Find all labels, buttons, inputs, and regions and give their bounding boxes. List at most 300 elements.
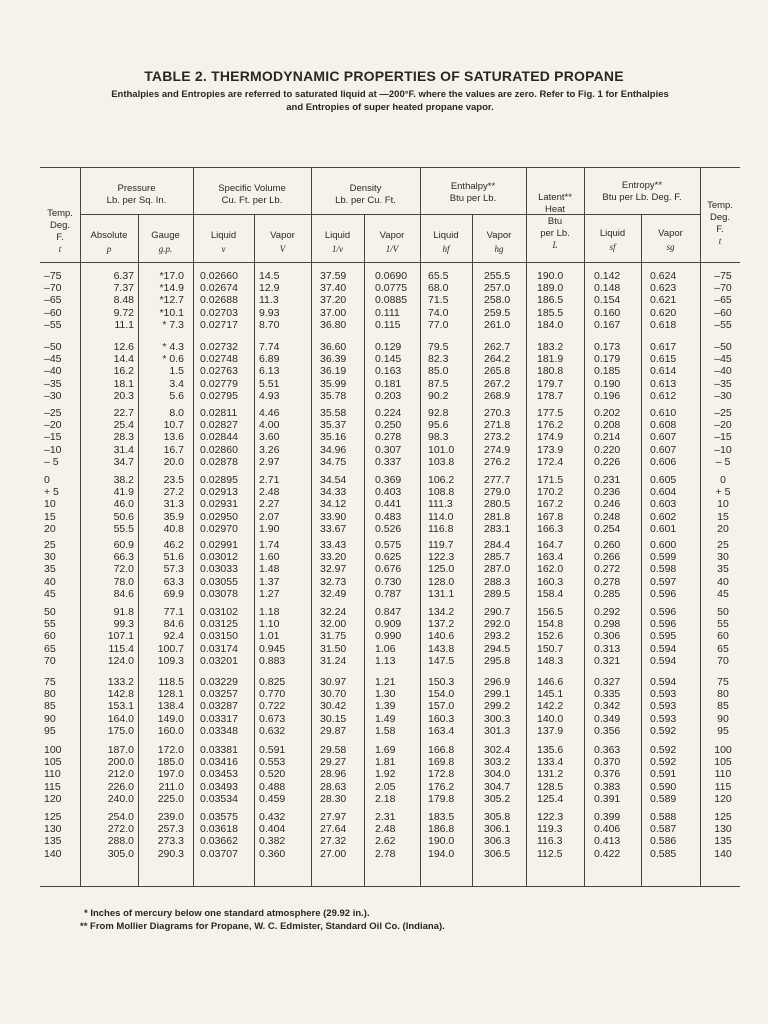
volume-vapor-cell: 0.825 [259, 676, 286, 688]
entropy-liquid-cell: 0.356 [594, 724, 621, 737]
enthalpy-liquid-cell: 186.8 [428, 823, 455, 836]
absolute-header: Absolute [90, 230, 128, 241]
entropy-vapor-cell: 0.623 [650, 282, 677, 295]
table-row [0, 700, 768, 712]
temp-left-header-line: Temp. [47, 208, 73, 219]
temp-left-cell: 10 [44, 498, 56, 511]
density-vapor-cell: 1.69 [375, 744, 396, 756]
entropy-liquid-cell: 0.220 [594, 443, 621, 456]
enthalpy-vapor-symbol: hg [494, 244, 504, 254]
temp-right-symbol: t [718, 236, 722, 246]
enthalpy-vapor-cell: 294.5 [484, 642, 511, 655]
temp-right-cell: –25 [714, 407, 732, 419]
pressure-absolute-cell: 38.2 [113, 474, 134, 486]
latent-heat-cell: 154.8 [537, 618, 564, 631]
temp-left-cell: –75 [44, 270, 62, 282]
temp-left-cell: – 5 [44, 455, 59, 468]
volume-vapor-cell: 0.722 [259, 700, 286, 713]
pressure-gauge-cell: 160.0 [157, 724, 184, 737]
entropy-liquid-cell: 0.422 [594, 847, 621, 860]
enthalpy-liquid-cell: 108.8 [428, 486, 455, 499]
pressure-absolute-cell: 25.4 [113, 419, 134, 432]
footnote-inches-mercury: * Inches of mercury below one standard atmosphere (29.92 in.). [84, 908, 370, 919]
entropy-liquid-cell: 0.292 [594, 606, 621, 618]
volume-liquid-cell: 0.03174 [200, 642, 238, 655]
enthalpy-vapor-cell: 281.8 [484, 510, 511, 523]
latent-heat-cell: 181.9 [537, 353, 564, 366]
enthalpy-liquid-cell: 166.8 [428, 744, 455, 756]
row-group [0, 744, 768, 805]
pressure-absolute-cell: 84.6 [113, 587, 134, 600]
entropy-vapor-cell: 0.621 [650, 294, 677, 307]
specific-volume-header-line: Cu. Ft. per Lb. [221, 195, 283, 206]
volume-vapor-cell: 0.883 [259, 654, 286, 667]
enthalpy-liquid-cell: 98.3 [428, 431, 449, 444]
volume-liquid-cell: 0.03201 [200, 654, 238, 667]
specific-volume-header-line: Specific Volume [218, 183, 286, 194]
pressure-absolute-cell: 212.0 [107, 768, 134, 781]
entropy-liquid-cell: 0.148 [594, 282, 621, 295]
latent-heat-cell: 178.7 [537, 389, 564, 402]
pressure-absolute-cell: 200.0 [107, 756, 134, 769]
pressure-absolute-cell: 14.4 [113, 353, 134, 366]
table-row [0, 511, 768, 523]
latent-heat-cell: 177.5 [537, 407, 564, 419]
volume-vapor-cell: 6.89 [259, 353, 280, 366]
enthalpy-vapor-cell: 306.5 [484, 847, 511, 860]
table-row [0, 319, 768, 331]
volume-vapor-cell: 0.673 [259, 712, 286, 725]
enthalpy-vapor-header: Vapor [486, 230, 512, 241]
entropy-liquid-cell: 0.266 [594, 551, 621, 564]
temp-left-header-line: Deg. [49, 220, 71, 231]
entropy-liquid-cell: 0.190 [594, 377, 621, 390]
entropy-vapor-cell: 0.607 [650, 431, 677, 444]
row-group [0, 811, 768, 860]
density-liquid-cell: 35.99 [320, 377, 347, 390]
temp-right-cell: 20 [717, 522, 729, 535]
density-liquid-cell: 36.19 [320, 365, 347, 378]
enthalpy-vapor-cell: 277.7 [484, 474, 511, 486]
temp-right-cell: 35 [717, 563, 729, 576]
temp-right-cell: 55 [717, 618, 729, 631]
volume-liquid-cell: 0.02660 [200, 270, 238, 282]
latent-heat-cell: 128.5 [537, 780, 564, 793]
volume-vapor-cell: 0.382 [259, 835, 286, 848]
volume-liquid-cell: 0.02717 [200, 318, 238, 331]
pressure-gauge-cell: 8.0 [169, 407, 184, 419]
enthalpy-vapor-cell: 265.8 [484, 365, 511, 378]
volume-vapor-cell: 2.97 [259, 455, 280, 468]
enthalpy-vapor-cell: 268.9 [484, 389, 511, 402]
volume-vapor-cell: 3.60 [259, 431, 280, 444]
volume-liquid-cell: 0.02795 [200, 389, 238, 402]
volume-vapor-cell: 5.51 [259, 377, 280, 390]
enthalpy-liquid-cell: 122.3 [428, 551, 455, 564]
entropy-vapor-cell: 0.601 [650, 522, 677, 535]
enthalpy-vapor-cell: 306.1 [484, 823, 511, 836]
density-vapor-cell: 0.224 [375, 407, 402, 419]
pressure-absolute-cell: 9.72 [113, 306, 134, 319]
entropy-vapor-cell: 0.589 [650, 792, 677, 805]
enthalpy-vapor-cell: 305.2 [484, 792, 511, 805]
volume-liquid-cell: 0.02970 [200, 522, 238, 535]
enthalpy-liquid-cell: 106.2 [428, 474, 455, 486]
pressure-absolute-cell: 133.2 [107, 676, 134, 688]
density-liquid-cell: 29.87 [320, 724, 347, 737]
table-row [0, 365, 768, 377]
table-row [0, 725, 768, 737]
entropy-vapor-cell: 0.592 [650, 756, 677, 769]
pressure-gauge-cell: 290.3 [157, 847, 184, 860]
density-liquid-cell: 28.63 [320, 780, 347, 793]
pressure-absolute-cell: 187.0 [107, 744, 134, 756]
volume-vapor-cell: 0.404 [259, 823, 286, 836]
enthalpy-vapor-cell: 293.2 [484, 630, 511, 643]
entropy-liquid-header: Liquid [599, 228, 626, 239]
volume-liquid-cell: 0.03102 [200, 606, 238, 618]
density-liquid-cell: 32.49 [320, 587, 347, 600]
latent-heat-cell: 190.0 [537, 270, 564, 282]
entropy-vapor-cell: 0.595 [650, 630, 677, 643]
entropy-vapor-header: Vapor [658, 228, 683, 239]
temp-left-cell: –60 [44, 306, 62, 319]
entropy-liquid-cell: 0.406 [594, 823, 621, 836]
pressure-gauge-cell: 109.3 [157, 654, 184, 667]
latent-heat-header [526, 192, 584, 240]
volume-liquid-cell: 0.03033 [200, 563, 238, 576]
entropy-liquid-cell: 0.391 [594, 792, 621, 805]
volume-liquid-cell: 0.02913 [200, 486, 238, 499]
temp-left-cell: 75 [44, 676, 56, 688]
entropy-liquid-cell: 0.202 [594, 407, 621, 419]
enthalpy-vapor-cell: 301.3 [484, 724, 511, 737]
latent-heat-cell: 125.4 [537, 792, 564, 805]
latent-heat-cell: 172.4 [537, 455, 564, 468]
volume-liquid-cell: 0.03229 [200, 676, 238, 688]
pressure-absolute-cell: 22.7 [113, 407, 134, 419]
volume-liquid-cell: 0.03348 [200, 724, 238, 737]
latent-heat-header-line: Latent** [538, 192, 572, 203]
entropy-vapor-cell: 0.593 [650, 712, 677, 725]
enthalpy-liquid-cell: 77.0 [428, 318, 449, 331]
pressure-absolute-cell: 41.9 [113, 486, 134, 499]
pressure-gauge-cell: 10.7 [163, 419, 184, 432]
enthalpy-liquid-cell: 125.0 [428, 563, 455, 576]
table-row [0, 630, 768, 642]
enthalpy-vapor-cell: 300.3 [484, 712, 511, 725]
pressure-gauge-cell: 27.2 [163, 486, 184, 499]
entropy-vapor-cell: 0.596 [650, 606, 677, 618]
enthalpy-liquid-cell: 134.2 [428, 606, 455, 618]
entropy-vapor-cell: 0.613 [650, 377, 677, 390]
table-row [0, 756, 768, 768]
temp-right-cell: 125 [714, 811, 732, 823]
enthalpy-vapor-cell: 305.8 [484, 811, 511, 823]
entropy-vapor-cell: 0.596 [650, 618, 677, 631]
enthalpy-liquid-cell: 85.0 [428, 365, 449, 378]
temp-right-cell: –10 [714, 443, 732, 456]
entropy-vapor-cell: 0.587 [650, 823, 677, 836]
temp-left-cell: –65 [44, 294, 62, 307]
entropy-vapor-cell: 0.594 [650, 654, 677, 667]
table-row [0, 431, 768, 443]
latent-heat-cell: 156.5 [537, 606, 564, 618]
latent-heat-symbol: L [552, 240, 558, 250]
temp-right-cell: –60 [714, 306, 732, 319]
entropy-vapor-cell: 0.586 [650, 835, 677, 848]
density-liquid-cell: 27.97 [320, 811, 347, 823]
volume-liquid-cell: 0.03257 [200, 688, 238, 701]
latent-heat-cell: 112.5 [537, 847, 563, 860]
enthalpy-liquid-cell: 154.0 [428, 688, 455, 701]
temp-left-cell: + 5 [44, 486, 59, 499]
pressure-gauge-cell: 225.0 [157, 792, 184, 805]
density-vapor-cell: 1.58 [375, 724, 396, 737]
enthalpy-liquid-cell: 172.8 [428, 768, 455, 781]
enthalpy-vapor-cell: 288.3 [484, 575, 511, 588]
table-row [0, 407, 768, 419]
entropy-vapor-cell: 0.594 [650, 642, 677, 655]
entropy-vapor-cell: 0.593 [650, 688, 677, 701]
enthalpy-vapor-cell: 303.2 [484, 756, 511, 769]
entropy-vapor-cell: 0.594 [650, 676, 677, 688]
pressure-gauge-cell: 63.3 [163, 575, 184, 588]
entropy-liquid-cell: 0.272 [594, 563, 621, 576]
header-bottom-rule [40, 262, 740, 263]
latent-heat-cell: 186.5 [537, 294, 564, 307]
density-vapor-cell: 0.181 [375, 377, 402, 390]
enthalpy-vapor-cell: 296.9 [484, 676, 511, 688]
latent-heat-cell: 160.3 [537, 575, 564, 588]
density-vapor-cell: 1.39 [375, 700, 396, 713]
table-row [0, 523, 768, 535]
enthalpy-liquid-cell: 90.2 [428, 389, 449, 402]
volume-liquid-cell: 0.03055 [200, 575, 238, 588]
pressure-header [80, 183, 193, 207]
table-row [0, 390, 768, 402]
volume-vapor-cell: 0.770 [259, 688, 286, 701]
entropy-vapor-cell: 0.592 [650, 744, 677, 756]
pressure-gauge-cell: 35.9 [163, 510, 184, 523]
row-group [0, 606, 768, 667]
pressure-absolute-cell: 115.4 [108, 642, 134, 655]
volume-liquid-cell: 0.03416 [200, 756, 238, 769]
temp-right-cell: – 5 [715, 455, 731, 468]
density-vapor-cell: 0.145 [375, 353, 402, 366]
temp-left-cell: 130 [44, 823, 62, 836]
entropy-vapor-cell: 0.615 [650, 353, 677, 366]
density-vapor-cell: 2.62 [375, 835, 396, 848]
entropy-vapor-cell: 0.618 [650, 318, 677, 331]
density-liquid-cell: 33.20 [320, 551, 347, 564]
temp-right-cell: –15 [714, 431, 732, 444]
temp-left-cell: 105 [44, 756, 62, 769]
volume-liquid-cell: 0.03381 [200, 744, 238, 756]
volume-liquid-cell: 0.02763 [200, 365, 238, 378]
temp-right-cell: 100 [714, 744, 732, 756]
volume-vapor-cell: 6.13 [259, 365, 280, 378]
temp-right-cell: –65 [714, 294, 732, 307]
latent-heat-cell: 122.3 [537, 811, 564, 823]
table-row [0, 576, 768, 588]
temp-left-cell: –10 [44, 443, 62, 456]
temp-right-header [700, 200, 740, 236]
entropy-liquid-cell: 0.167 [594, 318, 621, 331]
volume-vapor-cell: 9.93 [259, 306, 280, 319]
entropy-liquid-cell: 0.298 [594, 618, 621, 631]
temp-right-cell: 110 [714, 768, 732, 781]
temp-right-cell: 50 [717, 606, 729, 618]
entropy-vapor-cell: 0.604 [650, 486, 677, 499]
table-row [0, 378, 768, 390]
pressure-absolute-cell: 31.4 [113, 443, 134, 456]
temp-right-cell: –30 [714, 389, 732, 402]
volume-vapor-cell: 1.10 [259, 618, 280, 631]
density-vapor-cell: 0.483 [375, 510, 402, 523]
enthalpy-vapor-cell: 284.4 [484, 539, 511, 551]
pressure-gauge-cell: 31.3 [163, 498, 184, 511]
enthalpy-liquid-cell: 74.0 [428, 306, 449, 319]
pressure-gauge-cell: *12.7 [159, 294, 184, 307]
latent-heat-header-line: per Lb. [540, 228, 570, 239]
density-liquid-cell: 37.00 [320, 306, 347, 319]
density-liquid-cell: 35.16 [320, 431, 347, 444]
temp-right-cell: 65 [717, 642, 729, 655]
density-header [311, 183, 420, 207]
volume-vapor-cell: 0.591 [259, 744, 286, 756]
volume-liquid-cell: 0.02811 [200, 407, 238, 419]
temp-left-cell: –15 [44, 431, 62, 444]
entropy-liquid-cell: 0.370 [594, 756, 621, 769]
density-vapor-cell: 0.0885 [375, 294, 408, 307]
latent-heat-cell: 184.0 [537, 318, 564, 331]
volume-vapor-cell: 14.5 [259, 270, 280, 282]
pressure-absolute-cell: 78.0 [113, 575, 134, 588]
volume-liquid-cell: 0.03662 [200, 835, 238, 848]
enthalpy-liquid-cell: 150.3 [428, 676, 455, 688]
enthalpy-vapor-cell: 274.9 [484, 443, 511, 456]
temp-left-cell: 95 [44, 724, 56, 737]
pressure-gauge-cell: 1.5 [169, 365, 184, 378]
entropy-liquid-cell: 0.321 [594, 654, 621, 667]
enthalpy-liquid-cell: 160.3 [428, 712, 455, 725]
pressure-absolute-cell: 7.37 [113, 282, 134, 295]
pressure-gauge-cell: 138.4 [157, 700, 184, 713]
entropy-liquid-cell: 0.342 [594, 700, 621, 713]
enthalpy-vapor-cell: 276.2 [484, 455, 511, 468]
density-vapor-cell: 2.18 [375, 792, 396, 805]
density-vapor-cell: 1.21 [375, 676, 396, 688]
density-liquid-cell: 27.32 [320, 835, 347, 848]
table-row [0, 419, 768, 431]
enthalpy-liquid-cell: 157.0 [428, 700, 455, 713]
temp-right-cell: 10 [717, 498, 729, 511]
table-row [0, 270, 768, 282]
entropy-vapor-cell: 0.603 [650, 498, 677, 511]
table-top-rule [40, 167, 740, 168]
volume-vapor-symbol: V [279, 244, 286, 254]
temp-left-cell: –50 [44, 341, 62, 353]
table-row [0, 618, 768, 630]
temp-left-cell: 140 [44, 847, 62, 860]
pressure-gauge-cell: *14.9 [159, 282, 184, 295]
subtitle-line-1: Enthalpies and Entropies are referred to saturated liquid at —200°F. where the values are zero. Refer to Fig. 1 for Enthalpies [111, 89, 669, 100]
temp-left-cell: 25 [44, 539, 56, 551]
pressure-gauge-cell: * 0.6 [162, 353, 184, 366]
temp-right-header-line: F. [716, 224, 724, 235]
entropy-vapor-cell: 0.597 [650, 575, 677, 588]
pressure-absolute-cell: 124.0 [107, 654, 134, 667]
entropy-vapor-cell: 0.617 [650, 341, 677, 353]
temp-left-cell: –25 [44, 407, 62, 419]
volume-liquid-cell: 0.03125 [200, 618, 238, 631]
pressure-gauge-cell: *10.1 [159, 306, 184, 319]
temp-right-cell: –55 [714, 318, 732, 331]
enthalpy-liquid-cell: 79.5 [428, 341, 449, 353]
temp-left-cell: 30 [44, 551, 56, 564]
latent-heat-cell: 148.3 [537, 654, 564, 667]
enthalpy-vapor-cell: 280.5 [484, 498, 511, 511]
latent-heat-cell: 167.2 [537, 498, 564, 511]
enthalpy-liquid-cell: 137.2 [428, 618, 455, 631]
pressure-absolute-cell: 107.1 [107, 630, 134, 643]
density-liquid-cell: 36.80 [320, 318, 347, 331]
pressure-absolute-cell: 34.7 [113, 455, 134, 468]
latent-heat-cell: 166.3 [537, 522, 564, 535]
gauge-header: Gauge [151, 230, 180, 241]
temp-left-cell: 45 [44, 587, 56, 600]
volume-liquid-cell: 0.03534 [200, 792, 238, 805]
enthalpy-vapor-cell: 292.0 [484, 618, 511, 631]
temp-left-cell: –35 [44, 377, 62, 390]
density-liquid-symbol: 1/v [332, 244, 343, 254]
enthalpy-vapor-cell: 299.2 [484, 700, 511, 713]
enthalpy-vapor-cell: 302.4 [484, 744, 511, 756]
pressure-gauge-cell: 172.0 [157, 744, 184, 756]
temp-left-cell: 135 [44, 835, 62, 848]
latent-heat-cell: 133.4 [537, 756, 564, 769]
enthalpy-vapor-cell: 261.0 [484, 318, 511, 331]
table-row [0, 307, 768, 319]
entropy-liquid-cell: 0.214 [594, 431, 621, 444]
volume-vapor-cell: 1.37 [259, 575, 280, 588]
density-vapor-cell: 0.575 [375, 539, 402, 551]
table-row [0, 676, 768, 688]
pressure-absolute-cell: 66.3 [113, 551, 134, 564]
temp-right-cell: 140 [714, 847, 732, 860]
volume-liquid-cell: 0.03618 [200, 823, 238, 836]
density-vapor-cell: 1.06 [375, 642, 396, 655]
temp-right-cell: 70 [717, 654, 729, 667]
volume-vapor-cell: 0.553 [259, 756, 286, 769]
entropy-liquid-cell: 0.349 [594, 712, 621, 725]
latent-heat-cell: 185.5 [537, 306, 564, 319]
entropy-liquid-cell: 0.160 [594, 306, 621, 319]
density-liquid-cell: 33.43 [320, 539, 347, 551]
pressure-absolute-cell: 91.8 [113, 606, 134, 618]
pressure-absolute-cell: 60.9 [113, 539, 134, 551]
temp-right-cell: 95 [717, 724, 729, 737]
volume-vapor-cell: 8.70 [259, 318, 280, 331]
temp-right-cell: 45 [717, 587, 729, 600]
density-vapor-cell: 0.441 [375, 498, 402, 511]
enthalpy-vapor-cell: 290.7 [484, 606, 511, 618]
temp-right-header-line: Deg. [709, 212, 731, 223]
volume-vapor-cell: 2.48 [259, 486, 280, 499]
enthalpy-liquid-cell: 68.0 [428, 282, 449, 295]
volume-liquid-symbol: v [221, 244, 226, 254]
